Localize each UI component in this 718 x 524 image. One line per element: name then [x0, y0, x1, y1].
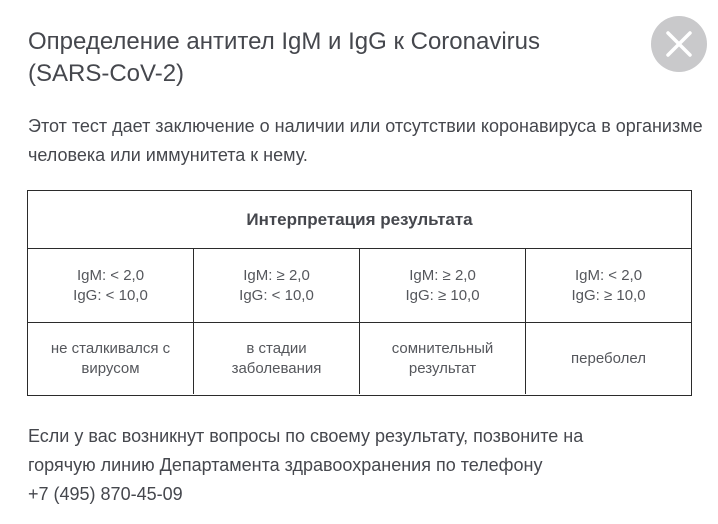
table-header: Интерпретация результата — [28, 191, 691, 249]
table-row-values — [28, 249, 691, 323]
intro-text: Этот тест дает заключение о наличии или отсутствии коронавируса в организме человека или иммунитета к нему. — [28, 116, 703, 165]
phone-number[interactable]: +7 (495) 870-45-09 — [28, 484, 183, 504]
result-text: сомнительный результат — [391, 339, 494, 377]
close-button[interactable] — [651, 16, 707, 72]
igg-value: IgG: < 10,0 — [73, 286, 148, 304]
close-icon — [666, 31, 692, 57]
igg-value: IgG: ≥ 10,0 — [405, 286, 480, 304]
igm-value: IgM: < 2,0 — [574, 266, 643, 284]
table-cell-values — [360, 249, 526, 322]
igg-value: IgG: ≥ 10,0 — [571, 286, 646, 304]
modal-title: Определение антител IgM и IgG к Coronavirus (SARS-CoV-2) — [28, 28, 541, 87]
result-text: в стадии заболевания — [231, 339, 322, 377]
table-cell-result — [194, 323, 360, 394]
table-cell-result — [360, 323, 526, 394]
table-cell-values — [28, 249, 194, 322]
result-text: переболел — [571, 349, 646, 367]
footer-line: Если у вас возникнут вопросы по своему результату, позвоните на — [28, 426, 584, 446]
result-text: не сталкивался с вирусом — [50, 339, 171, 377]
table-cell-result — [526, 323, 691, 394]
interpretation-table — [27, 190, 692, 396]
igm-value: IgM: ≥ 2,0 — [409, 266, 476, 284]
igm-value: IgM: ≥ 2,0 — [243, 266, 310, 284]
igg-value: IgG: < 10,0 — [239, 286, 314, 304]
table-cell-values — [194, 249, 360, 322]
footer-text — [28, 422, 708, 509]
igm-value: IgM: < 2,0 — [76, 266, 145, 284]
table-row-results — [28, 323, 691, 394]
table-cell-values — [526, 249, 691, 322]
table-cell-result — [28, 323, 194, 394]
footer-line: горячую линию Департамента здравоохранения по телефону — [28, 455, 543, 475]
